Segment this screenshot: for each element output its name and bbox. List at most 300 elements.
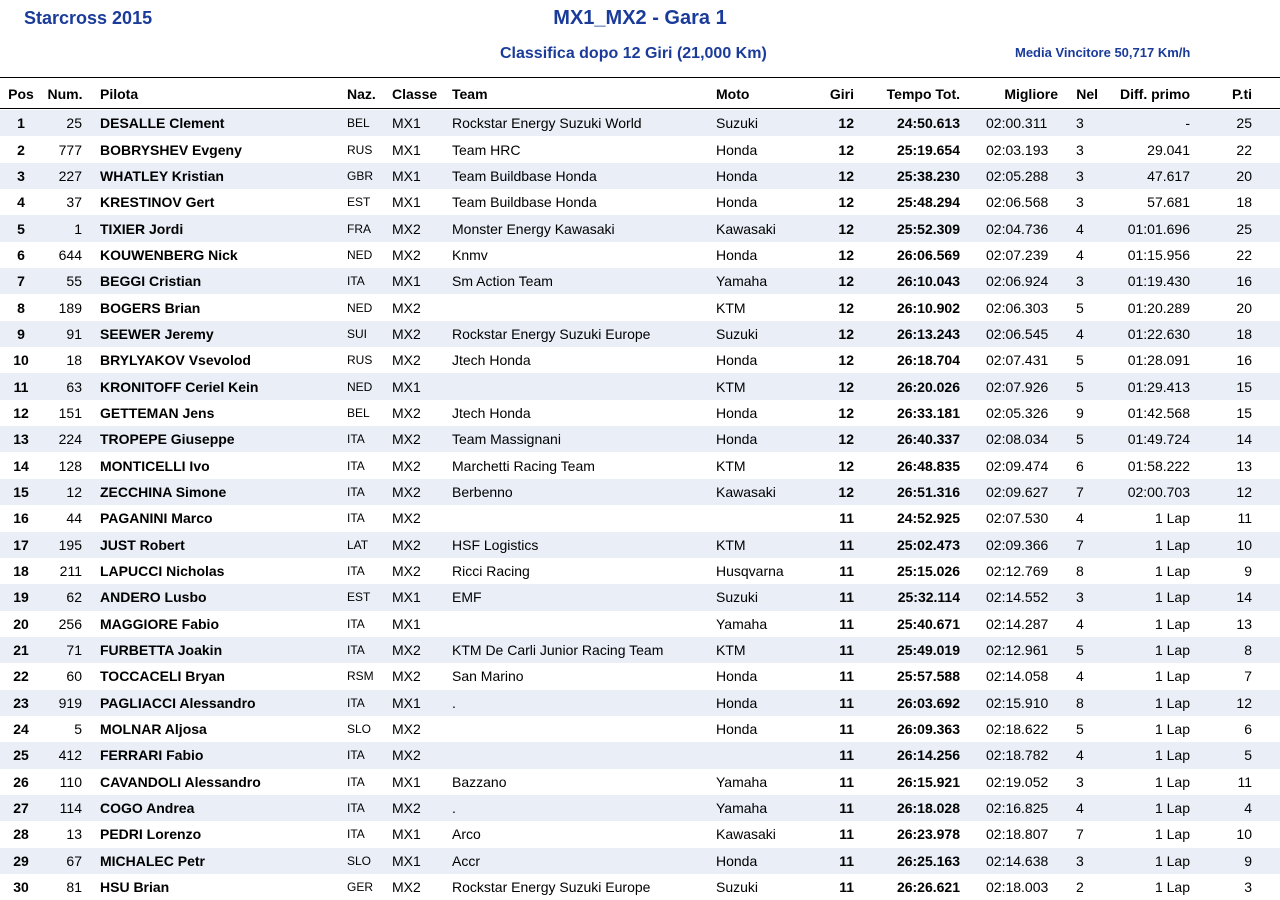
cell-punti: 16	[1194, 268, 1280, 294]
cell-team: Jtech Honda	[452, 404, 531, 421]
cell-punti: 15	[1194, 373, 1280, 399]
cell-punti: 8	[1194, 637, 1280, 663]
table-row	[0, 584, 1280, 610]
cell-moto: KTM	[716, 457, 746, 474]
cell-migliore: 02:07.431	[986, 352, 1049, 369]
cell-pilota: PAGLIACCI Alessandro	[88, 690, 332, 716]
cell-pilota: JUST Robert	[88, 532, 332, 558]
cell-team: Arco	[452, 826, 481, 843]
table-row	[0, 452, 1280, 478]
cell-diff-primo: 1 Lap	[1110, 848, 1194, 874]
cell-giri: 11	[816, 690, 870, 716]
cell-nel: 3	[1062, 163, 1110, 189]
cell-punti: 9	[1244, 563, 1252, 580]
cell-tempo-tot: 26:03.692	[870, 690, 976, 716]
cell-classe: MX2	[392, 404, 421, 421]
cell-pos: 19	[0, 584, 42, 610]
cell-punti: 22	[1236, 246, 1252, 263]
cell-naz: ITA	[332, 426, 392, 452]
cell-team: Accr	[450, 848, 716, 874]
cell-pos: 21	[0, 637, 42, 663]
cell-nel: 6	[1076, 457, 1084, 474]
cell-pilota: KRONITOFF Ceriel Kein	[88, 373, 332, 399]
cell-migliore: 02:04.736	[976, 215, 1062, 241]
cell-classe: MX1	[392, 848, 450, 874]
cell-pilota: BRYLYAKOV Vsevolod	[100, 352, 251, 369]
cell-pos: 13	[0, 426, 42, 452]
cell-migliore: 02:16.825	[976, 795, 1062, 821]
cell-moto: Honda	[716, 426, 816, 452]
col-header-num: Num.	[47, 86, 83, 102]
cell-classe: MX2	[392, 246, 421, 263]
cell-diff-primo: 1 Lap	[1154, 563, 1190, 580]
cell-diff-primo: 01:19.430	[1110, 268, 1194, 294]
cell-moto: Honda	[716, 668, 758, 685]
event-title: Starcross 2015	[24, 8, 153, 28]
cell-naz: GBR	[332, 163, 392, 189]
cell-classe: MX2	[392, 321, 450, 347]
cell-punti: 25	[1194, 215, 1280, 241]
cell-num: 55	[42, 268, 88, 294]
cell-punti: 13	[1236, 457, 1252, 474]
cell-team: Team Buildbase Honda	[450, 163, 716, 189]
cell-diff-primo: 1 Lap	[1110, 742, 1194, 768]
cell-pilota: TOCCACELI Bryan	[100, 668, 225, 685]
cell-punti: 20	[1194, 163, 1280, 189]
cell-num: 63	[42, 373, 88, 399]
cell-pilota: DESALLE Clement	[88, 110, 332, 136]
cell-moto: Suzuki	[716, 584, 816, 610]
cell-punti: 4	[1194, 795, 1280, 821]
cell-team: HSF Logistics	[450, 532, 716, 558]
cell-tempo-tot: 24:50.613	[870, 110, 976, 136]
table-row	[0, 532, 1280, 558]
cell-moto: Yamaha	[716, 795, 816, 821]
col-header-giri: Giri	[829, 86, 854, 102]
cell-giri: 11	[839, 879, 854, 896]
cell-moto: Honda	[716, 141, 758, 158]
cell-diff-primo: 1 Lap	[1154, 668, 1190, 685]
cell-moto: KTM	[716, 637, 816, 663]
cell-moto: Kawasaki	[716, 826, 776, 843]
cell-naz: SLO	[347, 722, 372, 737]
table-row	[0, 795, 1280, 821]
cell-pos: 6	[17, 246, 25, 263]
cell-giri: 11	[839, 773, 854, 790]
table-row	[0, 690, 1280, 716]
col-header-diff-primo: Diff. primo	[1120, 86, 1190, 102]
cell-punti: 22	[1236, 141, 1252, 158]
table-row	[0, 347, 1280, 373]
cell-migliore: 02:09.627	[976, 479, 1062, 505]
cell-giri: 11	[839, 826, 854, 843]
cell-num: 128	[58, 457, 82, 474]
cell-classe: MX2	[392, 637, 450, 663]
cell-pos: 30	[13, 879, 29, 896]
cell-num: 12	[42, 479, 88, 505]
cell-team: Jtech Honda	[452, 352, 531, 369]
cell-migliore: 02:14.638	[976, 848, 1062, 874]
cell-nel: 7	[1076, 826, 1084, 843]
cell-num: 211	[59, 563, 82, 580]
cell-giri: 11	[816, 795, 870, 821]
cell-pilota: MOLNAR Aljosa	[100, 721, 207, 738]
cell-migliore: 02:06.924	[976, 268, 1062, 294]
cell-naz: EST	[347, 195, 371, 210]
cell-classe: MX2	[392, 742, 450, 768]
cell-migliore: 02:00.311	[976, 110, 1062, 136]
cell-giri: 11	[816, 742, 870, 768]
table-row	[0, 189, 1280, 215]
cell-pos: 27	[0, 795, 42, 821]
cell-diff-primo: 29.041	[1147, 141, 1190, 158]
cell-giri: 12	[838, 352, 854, 369]
cell-tempo-tot: 26:33.181	[896, 404, 960, 421]
cell-migliore: 02:12.769	[986, 563, 1049, 580]
table-row	[0, 268, 1280, 294]
cell-tempo-tot: 26:25.163	[870, 848, 976, 874]
cell-classe: MX2	[392, 299, 421, 316]
cell-classe: MX2	[392, 668, 421, 685]
cell-team: .	[450, 795, 716, 821]
classification-subtitle: Classifica dopo 12 Giri (21,000 Km)	[500, 45, 767, 62]
cell-moto: KTM	[716, 532, 816, 558]
cell-giri: 12	[816, 110, 870, 136]
cell-punti: 12	[1194, 479, 1280, 505]
cell-moto: Honda	[716, 352, 758, 369]
cell-tempo-tot: 25:15.026	[896, 563, 960, 580]
cell-team: KTM De Carli Junior Racing Team	[450, 637, 716, 663]
cell-pilota: TIXIER Jordi	[88, 215, 332, 241]
cell-team: Knmv	[452, 246, 488, 263]
table-row	[0, 294, 1280, 320]
cell-classe: MX2	[392, 352, 421, 369]
cell-pilota: PEDRI Lorenzo	[100, 826, 202, 843]
cell-pilota: MAGGIORE Fabio	[100, 615, 219, 632]
cell-migliore: 02:09.366	[976, 532, 1062, 558]
table-row	[0, 821, 1280, 847]
cell-pilota: BOGERS Brian	[100, 299, 201, 316]
cell-moto: Honda	[716, 721, 758, 738]
cell-nel: 5	[1076, 721, 1084, 738]
cell-classe: MX2	[392, 426, 450, 452]
cell-classe: MX2	[392, 457, 421, 474]
table-row	[0, 426, 1280, 452]
cell-giri: 11	[839, 668, 854, 685]
cell-classe: MX1	[392, 690, 450, 716]
cell-nel: 4	[1062, 321, 1110, 347]
cell-num: 5	[74, 721, 82, 738]
cell-num: 13	[66, 826, 82, 843]
cell-naz: ITA	[332, 479, 392, 505]
cell-nel: 4	[1076, 246, 1084, 263]
cell-migliore: 02:18.622	[986, 721, 1049, 738]
cell-tempo-tot: 26:26.621	[896, 879, 960, 896]
cell-classe: MX1	[392, 163, 450, 189]
cell-diff-primo: 01:28.091	[1127, 352, 1190, 369]
cell-classe: MX1	[392, 826, 421, 843]
cell-naz: BEL	[332, 110, 392, 136]
cell-punti: 9	[1194, 848, 1280, 874]
cell-punti: 5	[1194, 742, 1280, 768]
cell-moto: Yamaha	[716, 773, 768, 790]
cell-giri: 11	[816, 532, 870, 558]
cell-pos: 7	[0, 268, 42, 294]
cell-team: Team Buildbase Honda	[452, 194, 597, 211]
cell-tempo-tot: 25:02.473	[870, 532, 976, 558]
cell-naz: EST	[332, 584, 392, 610]
cell-naz: RSM	[347, 669, 374, 684]
cell-tempo-tot: 26:15.921	[896, 773, 960, 790]
winner-average-speed: Media Vincitore 50,717 Km/h	[1015, 45, 1191, 60]
cell-num: 81	[66, 879, 82, 896]
cell-nel: 4	[1062, 795, 1110, 821]
cell-classe: MX2	[392, 510, 421, 527]
cell-tempo-tot: 26:06.569	[896, 246, 960, 263]
cell-naz: LAT	[332, 532, 392, 558]
table-row	[0, 321, 1280, 347]
table-row	[0, 663, 1280, 689]
cell-moto: Yamaha	[716, 615, 768, 632]
cell-punti: 12	[1194, 690, 1280, 716]
cell-classe: MX1	[392, 110, 450, 136]
table-row	[0, 769, 1280, 795]
cell-pilota: MICHALEC Petr	[88, 848, 332, 874]
cell-diff-primo: 1 Lap	[1154, 721, 1190, 738]
cell-naz: FRA	[332, 215, 392, 241]
cell-punti: 16	[1236, 352, 1252, 369]
cell-pos: 24	[13, 721, 29, 738]
col-header-tempo-tot: Tempo Tot.	[886, 86, 960, 102]
cell-migliore: 02:14.058	[986, 668, 1049, 685]
cell-pilota: HSU Brian	[100, 879, 170, 896]
cell-diff-primo: 57.681	[1147, 194, 1190, 211]
cell-pilota: KOUWENBERG Nick	[100, 246, 238, 263]
cell-giri: 11	[816, 584, 870, 610]
cell-nel: 3	[1062, 848, 1110, 874]
table-row	[0, 400, 1280, 426]
cell-pos: 9	[0, 321, 42, 347]
cell-team: EMF	[450, 584, 716, 610]
cell-pilota: TROPEPE Giuseppe	[88, 426, 332, 452]
table-row	[0, 558, 1280, 584]
cell-moto: Kawasaki	[716, 479, 816, 505]
cell-tempo-tot: 26:20.026	[870, 373, 976, 399]
table-row	[0, 136, 1280, 162]
cell-pos: 26	[13, 773, 29, 790]
cell-pos: 2	[17, 141, 25, 158]
cell-punti: 6	[1244, 721, 1252, 738]
col-header-punti: P.ti	[1232, 86, 1252, 102]
cell-punti: 10	[1194, 532, 1280, 558]
cell-team: Rockstar Energy Suzuki Europe	[452, 879, 651, 896]
cell-giri: 12	[838, 404, 854, 421]
cell-diff-primo: 1 Lap	[1110, 532, 1194, 558]
cell-giri: 11	[839, 615, 854, 632]
cell-giri: 12	[816, 373, 870, 399]
cell-punti: 15	[1236, 404, 1252, 421]
cell-tempo-tot: 26:18.704	[896, 352, 960, 369]
cell-nel: 5	[1062, 637, 1110, 663]
cell-migliore: 02:14.287	[986, 615, 1049, 632]
cell-punti: 18	[1236, 194, 1252, 211]
cell-num: 62	[42, 584, 88, 610]
table-row	[0, 163, 1280, 189]
cell-pos: 15	[0, 479, 42, 505]
cell-num: 114	[42, 795, 88, 821]
cell-team: Marchetti Racing Team	[452, 457, 595, 474]
cell-pos: 18	[13, 563, 29, 580]
cell-tempo-tot: 26:10.902	[896, 299, 960, 316]
cell-pos: 17	[0, 532, 42, 558]
cell-giri: 12	[816, 268, 870, 294]
cell-diff-primo: 1 Lap	[1110, 690, 1194, 716]
cell-team	[450, 716, 716, 742]
cell-tempo-tot: 26:23.978	[896, 826, 960, 843]
cell-nel: 3	[1062, 110, 1110, 136]
cell-naz: ITA	[332, 742, 392, 768]
col-header-nel: Nel	[1076, 86, 1098, 102]
cell-migliore: 02:18.003	[986, 879, 1049, 896]
cell-moto: Yamaha	[716, 268, 816, 294]
cell-migliore: 02:06.303	[986, 299, 1049, 316]
cell-tempo-tot: 25:38.230	[870, 163, 976, 189]
cell-tempo-tot: 26:51.316	[870, 479, 976, 505]
cell-giri: 12	[816, 163, 870, 189]
cell-tempo-tot: 26:10.043	[870, 268, 976, 294]
cell-classe: MX1	[392, 373, 450, 399]
cell-giri: 12	[838, 246, 854, 263]
cell-diff-primo: 1 Lap	[1154, 826, 1190, 843]
cell-pos: 12	[13, 404, 29, 421]
cell-punti: 3	[1244, 879, 1252, 896]
cell-giri: 12	[816, 321, 870, 347]
cell-diff-primo: 1 Lap	[1110, 584, 1194, 610]
cell-nel: 5	[1076, 352, 1084, 369]
cell-team	[450, 611, 716, 637]
cell-naz: NED	[347, 300, 373, 315]
cell-giri: 11	[839, 510, 854, 527]
cell-classe: MX2	[392, 563, 421, 580]
cell-diff-primo: 01:42.568	[1127, 404, 1190, 421]
cell-num: 60	[66, 668, 82, 685]
cell-nel: 4	[1076, 510, 1084, 527]
cell-num: 44	[66, 510, 82, 527]
col-header-naz: Naz.	[347, 86, 376, 102]
cell-giri: 12	[816, 215, 870, 241]
cell-diff-primo: 1 Lap	[1110, 637, 1194, 663]
cell-tempo-tot: 26:40.337	[870, 426, 976, 452]
cell-punti: 11	[1237, 773, 1252, 790]
cell-nel: 9	[1076, 404, 1084, 421]
cell-naz: BEL	[347, 405, 370, 420]
cell-classe: MX2	[392, 532, 450, 558]
cell-nel: 7	[1062, 479, 1110, 505]
cell-moto	[716, 742, 816, 768]
cell-diff-primo: 01:29.413	[1110, 373, 1194, 399]
cell-team: Ricci Racing	[452, 563, 530, 580]
table-row	[0, 848, 1280, 874]
cell-num: 25	[42, 110, 88, 136]
cell-diff-primo: 1 Lap	[1154, 615, 1190, 632]
cell-diff-primo: 47.617	[1110, 163, 1194, 189]
cell-team	[450, 505, 716, 531]
cell-classe: MX2	[392, 215, 450, 241]
cell-giri: 11	[816, 848, 870, 874]
cell-num: 91	[42, 321, 88, 347]
cell-diff-primo: 01:15.956	[1127, 246, 1190, 263]
table-row	[0, 716, 1280, 742]
results-header-row	[0, 82, 1280, 106]
cell-naz: ITA	[347, 511, 365, 526]
cell-punti: 14	[1194, 426, 1280, 452]
cell-migliore: 02:08.034	[976, 426, 1062, 452]
cell-classe: MX1	[392, 141, 421, 158]
cell-diff-primo: 01:49.724	[1110, 426, 1194, 452]
cell-moto	[716, 505, 816, 531]
cell-naz: NED	[347, 247, 373, 262]
cell-num: 777	[58, 141, 82, 158]
table-row	[0, 505, 1280, 531]
cell-naz: ITA	[347, 564, 365, 579]
cell-giri: 12	[816, 479, 870, 505]
cell-pos: 4	[17, 194, 25, 211]
cell-diff-primo: -	[1110, 110, 1194, 136]
cell-nel: 3	[1062, 268, 1110, 294]
cell-diff-primo: 02:00.703	[1110, 479, 1194, 505]
cell-pilota: ZECCHINA Simone	[88, 479, 332, 505]
cell-pilota: PAGANINI Marco	[100, 510, 213, 527]
cell-pilota: FURBETTA Joakin	[88, 637, 332, 663]
table-row	[0, 215, 1280, 241]
cell-team: Team Massignani	[450, 426, 716, 452]
cell-classe: MX1	[392, 268, 450, 294]
cell-migliore: 02:07.926	[976, 373, 1062, 399]
cell-nel: 5	[1062, 373, 1110, 399]
cell-pilota: COGO Andrea	[88, 795, 332, 821]
cell-num: 919	[42, 690, 88, 716]
cell-team: Monster Energy Kawasaki	[450, 215, 716, 241]
cell-nel: 4	[1076, 615, 1084, 632]
cell-pos: 29	[0, 848, 42, 874]
cell-diff-primo: 01:20.289	[1127, 299, 1190, 316]
cell-migliore: 02:03.193	[986, 141, 1049, 158]
cell-migliore: 02:14.552	[976, 584, 1062, 610]
cell-pilota: LAPUCCI Nicholas	[100, 563, 225, 580]
cell-nel: 3	[1076, 194, 1084, 211]
cell-nel: 2	[1076, 879, 1084, 896]
cell-pos: 22	[13, 668, 29, 685]
cell-team	[450, 373, 716, 399]
cell-pos: 16	[13, 510, 29, 527]
cell-punti: 13	[1236, 615, 1252, 632]
cell-diff-primo: 1 Lap	[1110, 795, 1194, 821]
cell-moto: Suzuki	[716, 110, 816, 136]
col-header-pilota: Pilota	[100, 86, 139, 102]
cell-giri: 11	[839, 721, 854, 738]
cell-migliore: 02:12.961	[976, 637, 1062, 663]
cell-nel: 5	[1062, 426, 1110, 452]
cell-num: 1	[42, 215, 88, 241]
cell-diff-primo: 1 Lap	[1154, 879, 1190, 896]
cell-diff-primo: 01:01.696	[1110, 215, 1194, 241]
cell-moto: KTM	[716, 373, 816, 399]
cell-pos: 14	[13, 457, 29, 474]
cell-pos: 8	[17, 299, 25, 316]
cell-nel: 4	[1076, 668, 1084, 685]
cell-team: Bazzano	[452, 773, 507, 790]
cell-tempo-tot: 24:52.925	[896, 510, 960, 527]
